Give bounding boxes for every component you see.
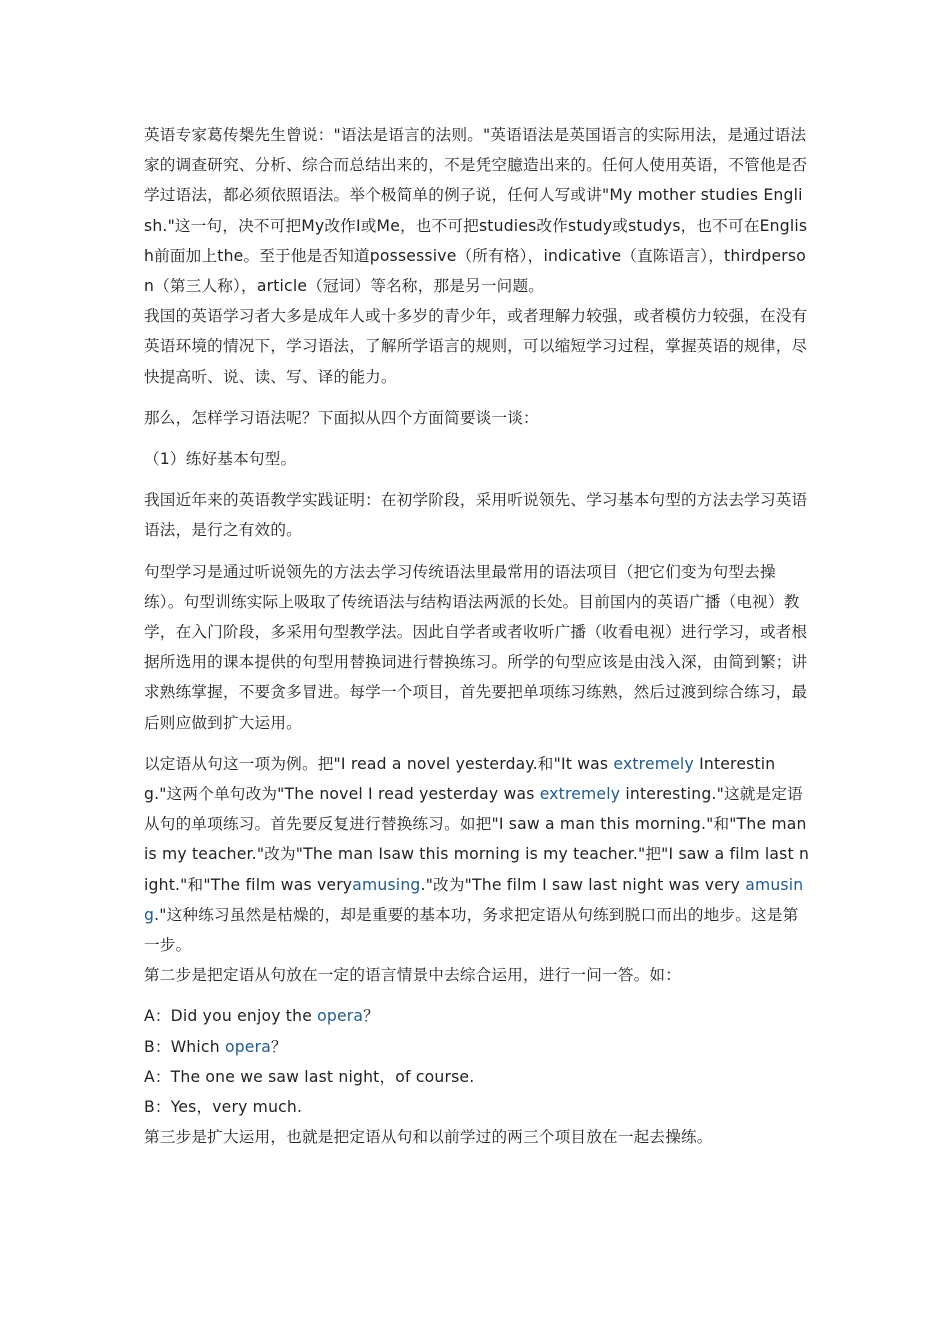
text-segment: B：Yes，very much.	[144, 1098, 303, 1117]
text-segment: 我国的英语学习者大多是成年人或十多岁的青少年，或者理解力较强，或者模仿力较强，在没有英语环境的情况下，学习语法，了解所学语言的规则，可以缩短学习过程，掌握英语的规律，尽快提高听、说、读、写、译的能力。	[144, 307, 808, 386]
text-segment: 第二步是把定语从句放在一定的语言情景中去综合运用，进行一问一答。如：	[144, 966, 681, 985]
inline-link[interactable]: amusing	[352, 875, 421, 894]
inline-link[interactable]: opera	[224, 1037, 271, 1056]
paragraph-p11	[144, 1062, 810, 1092]
inline-link[interactable]: opera	[317, 1007, 364, 1026]
text-segment: 我国近年来的英语教学实践证明：在初学阶段，采用听说领先、学习基本句型的方法去学习英语语法，是行之有效的。	[144, 491, 808, 540]
paragraph-p4	[144, 444, 810, 474]
text-segment: 那么，怎样学习语法呢？下面拟从四个方面简要谈一谈：	[144, 408, 539, 427]
paragraph-p5	[144, 485, 810, 545]
paragraph-p6	[144, 557, 810, 738]
paragraph-p9	[144, 1001, 810, 1031]
text-segment: ."改为"The film I saw last night was very	[420, 875, 746, 894]
paragraph-p10	[144, 1032, 810, 1062]
text-segment: 以定语从句这一项为例。把"I read a novel yesterday.和"It was	[144, 754, 614, 773]
paragraph-p13	[144, 1122, 810, 1152]
text-segment: A：The one we saw last night，of course.	[144, 1067, 475, 1086]
text-segment: 第三步是扩大运用，也就是把定语从句和以前学过的两三个项目放在一起去操练。	[144, 1128, 713, 1147]
inline-link[interactable]: amusing	[144, 875, 804, 924]
paragraph-p12	[144, 1092, 810, 1122]
text-segment: A：Did you enjoy the	[144, 1007, 318, 1026]
text-segment: 英语专家葛传椝先生曾说："语法是语言的法则。"英语语法是英国语言的实际用法，是通过语法家的调查研究、分析、综合而总结出来的，不是凭空臆造出来的。任何人使用英语，不管他是否学过语法，都必须依照语法。举个极简单的例子说，任何人写或讲"My mother studies English."这一句，决不可把My改作I或Me，也不可把studies改作study或studys，也不可在English前面加上the。至于他是否知道possessive（所有格），indicative（直陈语言），thirdperson（第三人称），article（冠词）等名称，那是另一问题。	[144, 126, 808, 296]
paragraph-p1	[144, 120, 810, 301]
paragraph-p2	[144, 301, 810, 392]
text-segment: interesting."这就是定语从句的单项练习。首先要反复进行替换练习。如把"I saw a man this morning."和"The man is my teacher."改为"The man Isaw this morning is my teacher."把"I saw a film last night."和"The film was very	[144, 785, 810, 894]
text-segment: 句型学习是通过听说领先的方法去学习传统语法里最常用的语法项目（把它们变为句型去操练）。句型训练实际上吸取了传统语法与结构语法两派的长处。目前国内的英语广播（电视）教学，在入门阶段，多采用句型教学法。因此自学者或者收听广播（收看电视）进行学习，或者根据所选用的课本提供的句型用替换词进行替换练习。所学的句型应该是由浅入深，由简到繁；讲求熟练掌握，不要贪多冒进。每学一个项目，首先要把单项练习练熟，然后过渡到综合练习，最后则应做到扩大运用。	[144, 562, 808, 732]
inline-link[interactable]: extremely	[539, 785, 621, 804]
paragraph-p3	[144, 403, 810, 433]
inline-link[interactable]: extremely	[613, 754, 694, 773]
text-segment: Interesting."这两个单句改为"The novel I read yesterday was	[144, 754, 776, 804]
text-segment: ？	[270, 1037, 287, 1056]
text-segment: ."这种练习虽然是枯燥的，却是重要的基本功，务求把定语从句练到脱口而出的地步。这是第一步。	[144, 905, 799, 955]
text-segment: B：Which	[144, 1037, 225, 1056]
text-segment: ？	[363, 1007, 379, 1026]
paragraph-p7	[144, 749, 810, 960]
paragraph-p8	[144, 960, 810, 990]
document-body	[144, 120, 810, 1153]
text-segment: （1）练好基本句型。	[144, 450, 297, 469]
